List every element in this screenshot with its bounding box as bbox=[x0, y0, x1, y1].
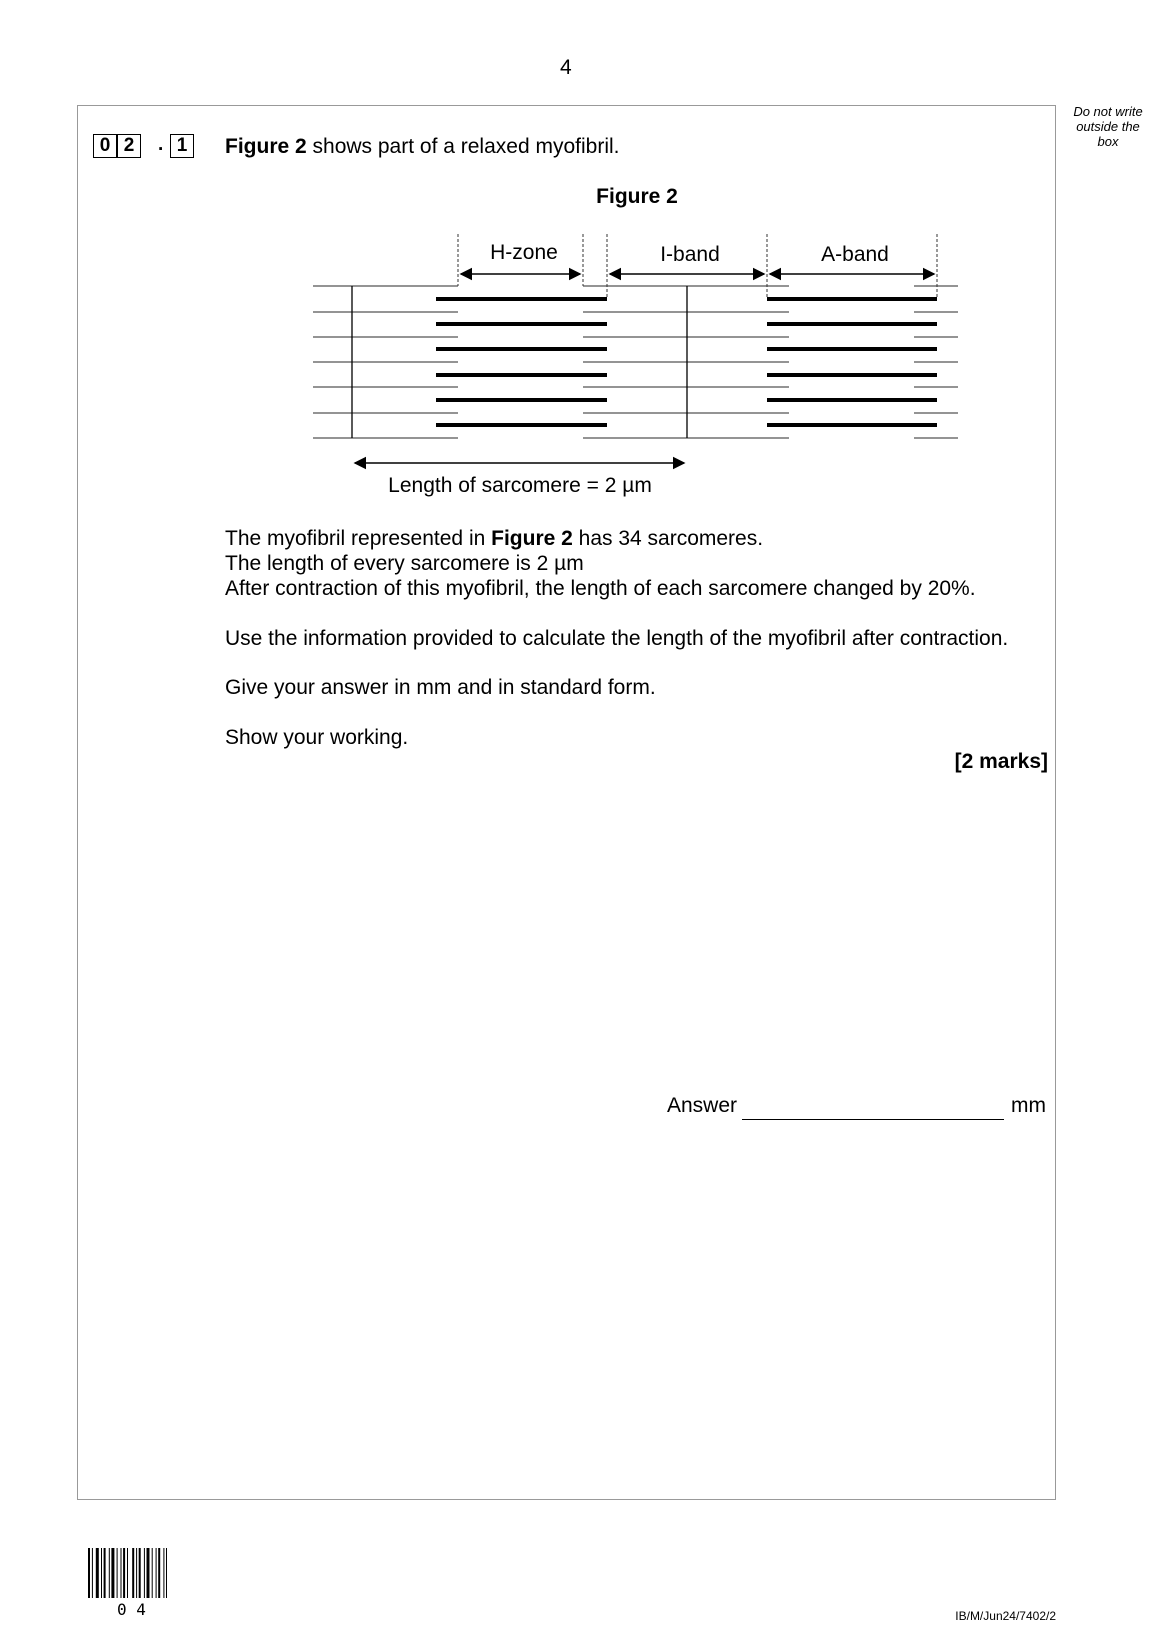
barcode-bar bbox=[147, 1548, 150, 1598]
barcode-bar bbox=[101, 1548, 102, 1598]
answer-unit: mm bbox=[1011, 1094, 1046, 1117]
intro-text: shows part of a relaxed myofibril. bbox=[306, 135, 620, 158]
barcode-bar bbox=[88, 1548, 90, 1598]
a-band-label: A-band bbox=[821, 243, 889, 266]
barcode-bar bbox=[92, 1548, 93, 1598]
h-zone-label: H-zone bbox=[490, 241, 558, 264]
barcode-bar bbox=[121, 1548, 122, 1598]
barcode-bar bbox=[117, 1548, 118, 1598]
barcode-bar bbox=[109, 1548, 110, 1598]
barcode-bar bbox=[123, 1548, 125, 1598]
barcode-bar bbox=[136, 1548, 137, 1598]
paragraph-working: Show your working. bbox=[225, 726, 409, 749]
barcode-bar bbox=[163, 1548, 164, 1598]
paragraph-sarcomeres bbox=[225, 527, 763, 551]
barcode-bar bbox=[152, 1548, 153, 1598]
barcode-bar bbox=[156, 1548, 157, 1598]
paragraph-units: Give your answer in mm and in standard form. bbox=[225, 676, 656, 699]
answer-input[interactable] bbox=[742, 1094, 1004, 1120]
myofibril-diagram bbox=[0, 0, 1158, 520]
question-digit-3: 1 bbox=[170, 134, 194, 158]
barcode-bar bbox=[96, 1548, 99, 1598]
sarcomere-length-label: Length of sarcomere = 2 µm bbox=[388, 474, 652, 497]
barcode-bar bbox=[132, 1548, 134, 1598]
figure-ref: Figure 2 bbox=[225, 135, 307, 158]
barcode-bar bbox=[127, 1548, 128, 1598]
figure-title: Figure 2 bbox=[596, 185, 678, 208]
paragraph-length: The length of every sarcomere is 2 µm bbox=[225, 552, 584, 575]
paragraph-instruction: Use the information provided to calculate the length of the myofibril after contraction. bbox=[225, 627, 1009, 650]
answer-label: Answer bbox=[667, 1094, 738, 1117]
margin-note: Do not write outside the box bbox=[1073, 104, 1143, 149]
i-band-label: I-band bbox=[660, 243, 720, 266]
thin-filaments bbox=[313, 286, 958, 438]
barcode-bar bbox=[111, 1548, 114, 1598]
question-digit-2: 2 bbox=[117, 134, 141, 158]
barcode-bar bbox=[166, 1548, 167, 1598]
barcode-text: 0 4 bbox=[117, 1600, 146, 1619]
barcode bbox=[88, 1548, 194, 1598]
question-separator: . bbox=[158, 134, 164, 155]
barcode-bar bbox=[139, 1548, 141, 1598]
barcode-bar bbox=[104, 1548, 106, 1598]
text: The myofibril represented in bbox=[225, 527, 492, 550]
barcode-bar bbox=[144, 1548, 145, 1598]
paper-code: IB/M/Jun24/7402/2 bbox=[955, 1609, 1056, 1623]
marks-label: [2 marks] bbox=[954, 750, 1048, 773]
barcode-bar bbox=[158, 1548, 160, 1598]
figure-ref: Figure 2 bbox=[491, 527, 573, 550]
page-number: 4 bbox=[560, 56, 572, 79]
text: has 34 sarcomeres. bbox=[572, 527, 764, 550]
question-digit-1: 0 bbox=[93, 134, 117, 158]
band-arrows bbox=[355, 274, 934, 463]
paragraph-contraction: After contraction of this myofibril, the length of each sarcomere changed by 20%. bbox=[225, 577, 976, 600]
